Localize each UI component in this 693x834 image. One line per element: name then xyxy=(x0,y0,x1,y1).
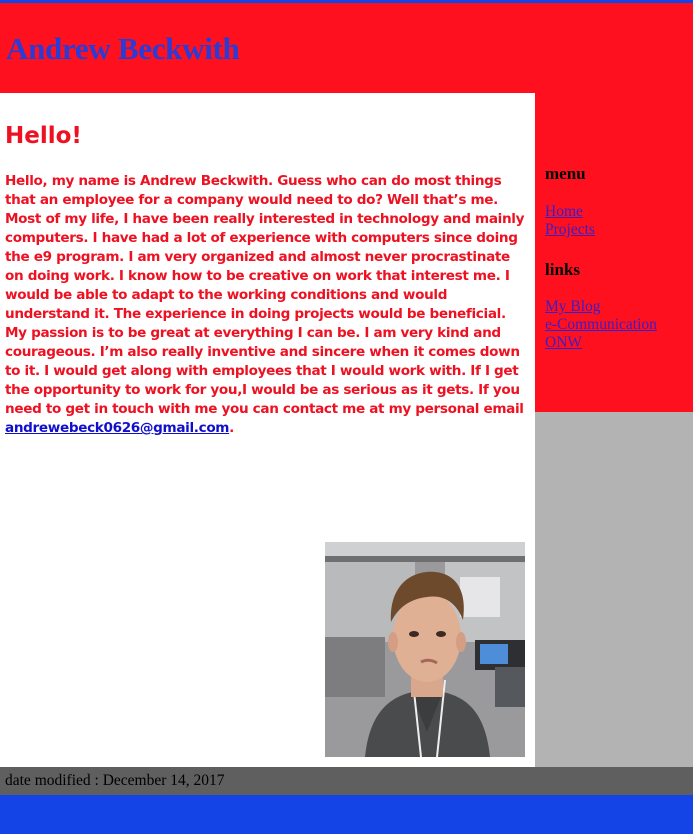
bottom-band xyxy=(0,795,693,834)
menu-heading: menu xyxy=(545,164,586,183)
bio-end: . xyxy=(229,420,234,436)
profile-photo-graphic xyxy=(325,542,525,757)
sidebar xyxy=(535,93,693,412)
site-title: Andrew Beckwith xyxy=(6,31,240,66)
footer xyxy=(0,767,693,795)
main-content xyxy=(0,93,535,767)
bio-paragraph xyxy=(5,172,530,438)
links-heading: links xyxy=(545,260,580,279)
link-my-blog[interactable]: My Blog xyxy=(545,298,601,315)
email-link[interactable]: andrewebeck0626@gmail.com xyxy=(5,420,230,436)
link-e-communication[interactable]: e-Communication xyxy=(545,316,657,333)
bio-text: Hello, my name is Andrew Beckwith. Guess who can do most things that an employee for a company would need to do? Well that’s me. Most of my life, I have been really interested in technology and mainly computers. I have had a lot of experience with computers since doing the e9 program. I am very organized and almost never procrastinate on doing work. I know how to be creative on work that interest me. I would be able to adapt to the working conditions and would understand it. The experience in doing projects would be beneficial. My passion is to be great at everything I can be. I am very kind and courageous. I’m also really inventive and sincere when it comes down to it. I would get along with employees that I would work with. If I get the opportunity to work for you,I would be as serious as it gets. If you need to get in touch with me you can contact me at my personal email xyxy=(5,173,525,417)
date-modified: date modified : December 14, 2017 xyxy=(5,772,225,789)
profile-photo xyxy=(325,542,525,757)
site-header xyxy=(0,3,693,93)
menu-item-home[interactable]: Home xyxy=(545,203,583,220)
menu-item-projects[interactable]: Projects xyxy=(545,221,595,238)
greeting-heading: Hello! xyxy=(5,123,82,149)
link-onw[interactable]: ONW xyxy=(545,334,583,351)
